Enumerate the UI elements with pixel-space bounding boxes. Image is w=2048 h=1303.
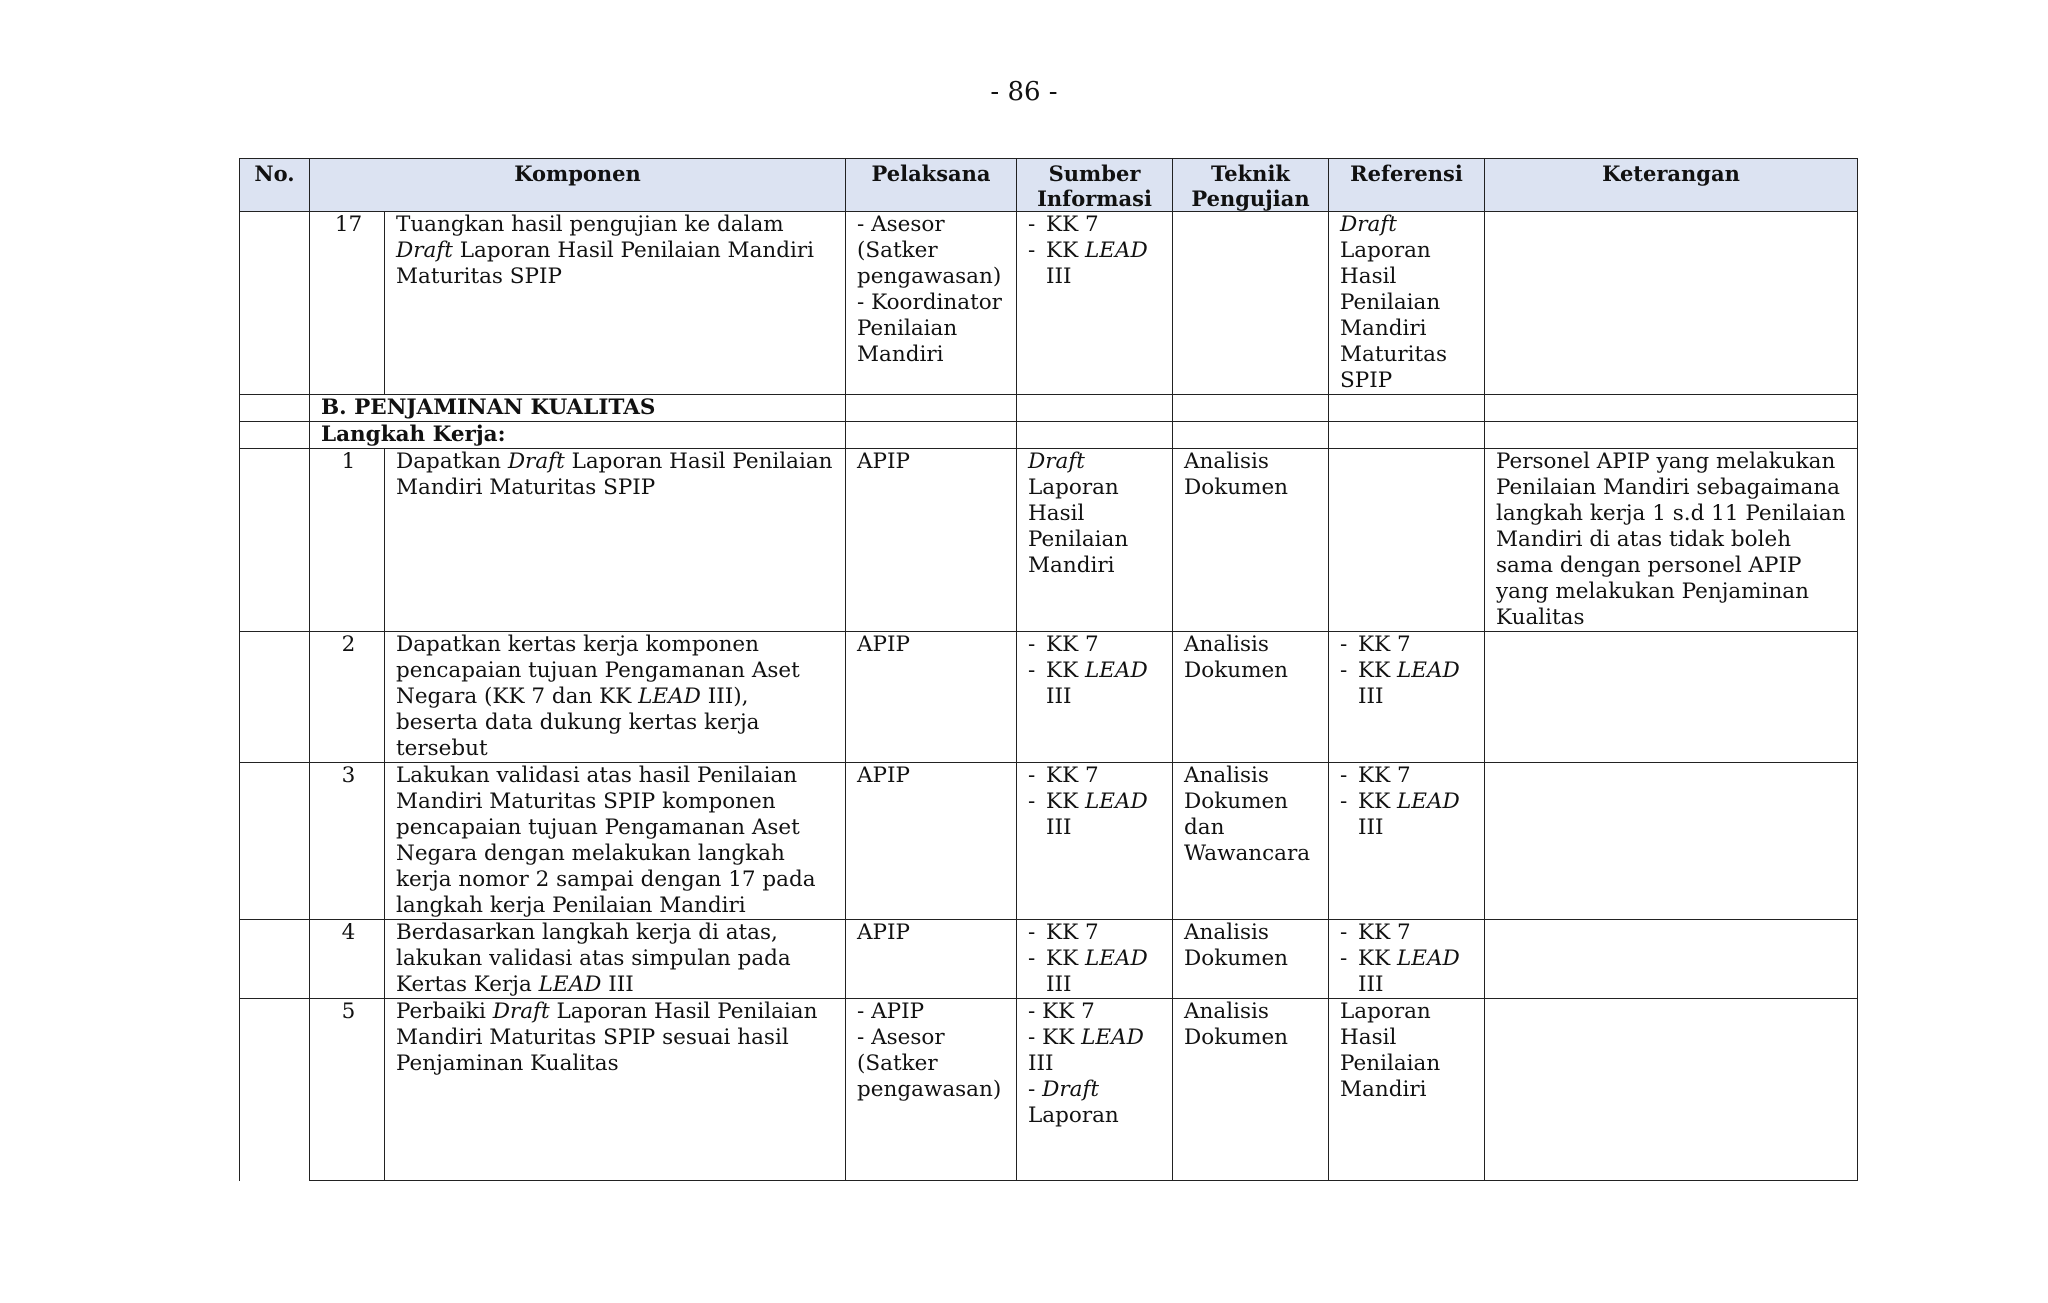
sumber-text-end: III: [1046, 815, 1072, 840]
komponen-text: Perbaiki: [396, 999, 493, 1024]
komponen-text-end: Laporan Hasil Penilaian Mandiri Maturitas SPIP: [396, 449, 833, 500]
sumber-italic: LEAD: [1081, 1025, 1144, 1050]
sumber-list: [1028, 920, 1164, 998]
referensi-cell: [1329, 212, 1485, 395]
referensi-text-end: III: [1358, 972, 1384, 997]
referensi-item: [1340, 658, 1476, 710]
sumber-cell: [1017, 763, 1173, 920]
empty-cell: [846, 422, 1017, 449]
teknik-cell: Analisis Dokumen: [1173, 449, 1329, 632]
referensi-text: Laporan Hasil Penilaian Mandiri Maturitas SPIP: [1340, 238, 1447, 393]
sumber-list: [1028, 632, 1164, 710]
sumber-cell: [1017, 212, 1173, 395]
referensi-item: [1340, 632, 1476, 658]
teknik-cell: Analisis Dokumen: [1173, 632, 1329, 763]
empty-cell: [1173, 395, 1329, 422]
sumber-text: -: [1028, 1077, 1043, 1102]
referensi-text: KK: [1358, 658, 1397, 683]
komponen-cell: [385, 212, 846, 395]
pelaksana-line: - APIP: [857, 999, 925, 1024]
empty-cell: [1017, 422, 1173, 449]
komponen-text-end: Laporan Hasil Penilaian Mandiri Maturitas SPIP: [396, 238, 815, 289]
komponen-cell: [385, 920, 846, 999]
sumber-item: [1028, 212, 1164, 238]
sumber-text: KK 7: [1046, 212, 1099, 237]
sumber-italic: Draft: [1042, 1077, 1100, 1102]
sumber-italic: LEAD: [1084, 658, 1148, 683]
sumber-item: [1028, 920, 1164, 946]
subsection-title: Langkah Kerja:: [310, 422, 846, 449]
keterangan-cell: [1485, 212, 1858, 395]
sumber-text: Laporan Hasil Penilaian Mandiri: [1028, 475, 1129, 578]
empty-cell: [1329, 395, 1485, 422]
keterangan-cell: [1485, 999, 1858, 1181]
empty-cell: [1329, 422, 1485, 449]
sumber-cell: [1017, 449, 1173, 632]
pelaksana-cell: [846, 212, 1017, 395]
referensi-cell: [1329, 632, 1485, 763]
sumber-line: [1028, 1077, 1164, 1129]
no-cell: [240, 920, 310, 999]
referensi-cell: [1329, 449, 1485, 632]
header-pelaksana: Pelaksana: [846, 159, 1017, 212]
komponen-italic: LEAD: [638, 684, 701, 709]
referensi-text-end: III: [1358, 684, 1384, 709]
sumber-item: [1028, 632, 1164, 658]
referensi-text: KK: [1358, 789, 1397, 814]
referensi-text: KK 7: [1358, 920, 1411, 945]
no-cell: [240, 395, 310, 422]
header-sumber-informasi: Sumber Informasi: [1017, 159, 1173, 212]
referensi-item: [1340, 920, 1476, 946]
section-title: B. PENJAMINAN KUALITAS: [310, 395, 846, 422]
table-header-row: [240, 159, 1858, 212]
table-row: [240, 763, 1858, 920]
sumber-text-end: III: [1046, 264, 1072, 289]
referensi-cell: Laporan Hasil Penilaian Mandiri: [1329, 999, 1485, 1181]
referensi-text: KK 7: [1358, 632, 1411, 657]
header-no: No.: [240, 159, 310, 212]
pelaksana-cell: APIP: [846, 920, 1017, 999]
sumber-item: [1028, 238, 1164, 290]
pelaksana-cell: [846, 999, 1017, 1181]
referensi-list: [1340, 920, 1476, 998]
sumber-text: - KK: [1028, 1025, 1082, 1050]
referensi-italic: Draft: [1340, 212, 1397, 237]
komponen-text: Dapatkan: [396, 449, 508, 474]
sumber-italic: LEAD: [1084, 238, 1148, 263]
sumber-cell: [1017, 632, 1173, 763]
sumber-text-end: III: [1046, 972, 1072, 997]
teknik-cell: Analisis Dokumen: [1173, 999, 1329, 1181]
table-row: [240, 449, 1858, 632]
komponen-text: Berdasarkan langkah kerja di atas, lakukan validasi atas simpulan pada Kertas Kerja: [396, 920, 791, 997]
no-cell: [240, 632, 310, 763]
table-row: [240, 999, 1858, 1181]
sumber-line: [1028, 1025, 1164, 1077]
no-cell: [240, 422, 310, 449]
komponen-text-end: III: [601, 972, 634, 997]
pelaksana-line: - Asesor (Satker pengawasan): [857, 1025, 1002, 1102]
referensi-item: [1340, 763, 1476, 789]
empty-cell: [1017, 395, 1173, 422]
komponen-cell: [385, 999, 846, 1181]
sumber-list: [1028, 212, 1164, 290]
work-step-table: [239, 158, 1858, 1181]
sumber-text-end: III: [1046, 684, 1072, 709]
sumber-cell: [1017, 920, 1173, 999]
keterangan-cell: [1485, 920, 1858, 999]
sumber-italic: Draft: [1028, 449, 1085, 474]
referensi-list: [1340, 763, 1476, 841]
komponen-italic: Draft: [492, 999, 550, 1024]
empty-cell: [1485, 422, 1858, 449]
step-number: 1: [310, 449, 385, 632]
sumber-text: KK 7: [1046, 763, 1099, 788]
referensi-text-end: III: [1358, 815, 1384, 840]
step-number: 5: [310, 999, 385, 1181]
komponen-cell: [385, 632, 846, 763]
header-referensi: Referensi: [1329, 159, 1485, 212]
table-row: [240, 920, 1858, 999]
sumber-cell: [1017, 999, 1173, 1181]
sumber-text: KK: [1046, 658, 1085, 683]
section-row: [240, 395, 1858, 422]
step-number: 17: [310, 212, 385, 395]
sumber-text-end: III: [1028, 1051, 1054, 1076]
table-row: [240, 632, 1858, 763]
empty-cell: [1485, 395, 1858, 422]
referensi-italic: LEAD: [1396, 946, 1460, 971]
referensi-item: [1340, 946, 1476, 998]
pelaksana-line: - Koordinator Penilaian Mandiri: [857, 290, 1002, 367]
keterangan-cell: [1485, 632, 1858, 763]
sumber-text-end: Laporan: [1028, 1103, 1119, 1128]
referensi-italic: LEAD: [1396, 789, 1460, 814]
pelaksana-cell: APIP: [846, 449, 1017, 632]
teknik-cell: Analisis Dokumen: [1173, 920, 1329, 999]
komponen-text-end: Laporan Hasil Penilaian Mandiri Maturitas SPIP sesuai hasil Penjaminan Kualitas: [396, 999, 818, 1076]
komponen-italic: LEAD: [538, 972, 602, 997]
komponen-italic: Draft: [507, 449, 565, 474]
table-row: [240, 212, 1858, 395]
referensi-text: KK: [1358, 946, 1397, 971]
komponen-italic: Draft: [396, 238, 453, 263]
sumber-item: [1028, 658, 1164, 710]
komponen-text: Dapatkan kertas kerja komponen pencapaian tujuan Pengamanan Aset Negara (KK 7 dan KK: [396, 632, 800, 709]
sumber-text: KK: [1046, 238, 1085, 263]
sumber-text: KK 7: [1046, 920, 1099, 945]
step-number: 3: [310, 763, 385, 920]
subsection-row: [240, 422, 1858, 449]
pelaksana-line: - Asesor (Satker pengawasan): [857, 212, 1002, 289]
teknik-cell: Analisis Dokumen dan Wawancara: [1173, 763, 1329, 920]
komponen-text: Tuangkan hasil pengujian ke dalam: [396, 212, 784, 237]
empty-cell: [846, 395, 1017, 422]
sumber-item: [1028, 946, 1164, 998]
referensi-text: KK 7: [1358, 763, 1411, 788]
sumber-text: KK: [1046, 946, 1085, 971]
no-cell: [240, 763, 310, 920]
page-number: - 86 -: [990, 77, 1058, 107]
referensi-cell: [1329, 920, 1485, 999]
sumber-italic: LEAD: [1084, 789, 1148, 814]
no-cell: [240, 999, 310, 1181]
no-cell: [240, 449, 310, 632]
referensi-item: [1340, 789, 1476, 841]
sumber-line: - KK 7: [1028, 999, 1095, 1024]
keterangan-cell: Personel APIP yang melakukan Penilaian Mandiri sebagaimana langkah kerja 1 s.d 11 Penilaian Mandiri di atas tidak boleh sama dengan personel APIP yang melakukan Penjaminan Kualitas: [1485, 449, 1858, 632]
keterangan-cell: [1485, 763, 1858, 920]
sumber-item: [1028, 789, 1164, 841]
komponen-text-end: III), beserta data dukung kertas kerja tersebut: [396, 684, 760, 761]
header-komponen: Komponen: [310, 159, 846, 212]
referensi-list: [1340, 632, 1476, 710]
referensi-italic: LEAD: [1396, 658, 1460, 683]
sumber-item: [1028, 763, 1164, 789]
header-teknik-pengujian: Teknik Pengujian: [1173, 159, 1329, 212]
teknik-cell: [1173, 212, 1329, 395]
pelaksana-cell: APIP: [846, 632, 1017, 763]
sumber-italic: LEAD: [1084, 946, 1148, 971]
referensi-cell: [1329, 763, 1485, 920]
sumber-text: KK: [1046, 789, 1085, 814]
step-number: 2: [310, 632, 385, 763]
sumber-text: KK 7: [1046, 632, 1099, 657]
no-cell: [240, 212, 310, 395]
sumber-list: [1028, 763, 1164, 841]
komponen-cell: [385, 449, 846, 632]
empty-cell: [1173, 422, 1329, 449]
pelaksana-cell: APIP: [846, 763, 1017, 920]
komponen-cell: Lakukan validasi atas hasil Penilaian Mandiri Maturitas SPIP komponen pencapaian tujuan Pengamanan Aset Negara dengan melakukan langkah kerja nomor 2 sampai dengan 17 pada langkah kerja Penilaian Mandiri: [385, 763, 846, 920]
header-keterangan: Keterangan: [1485, 159, 1858, 212]
step-number: 4: [310, 920, 385, 999]
